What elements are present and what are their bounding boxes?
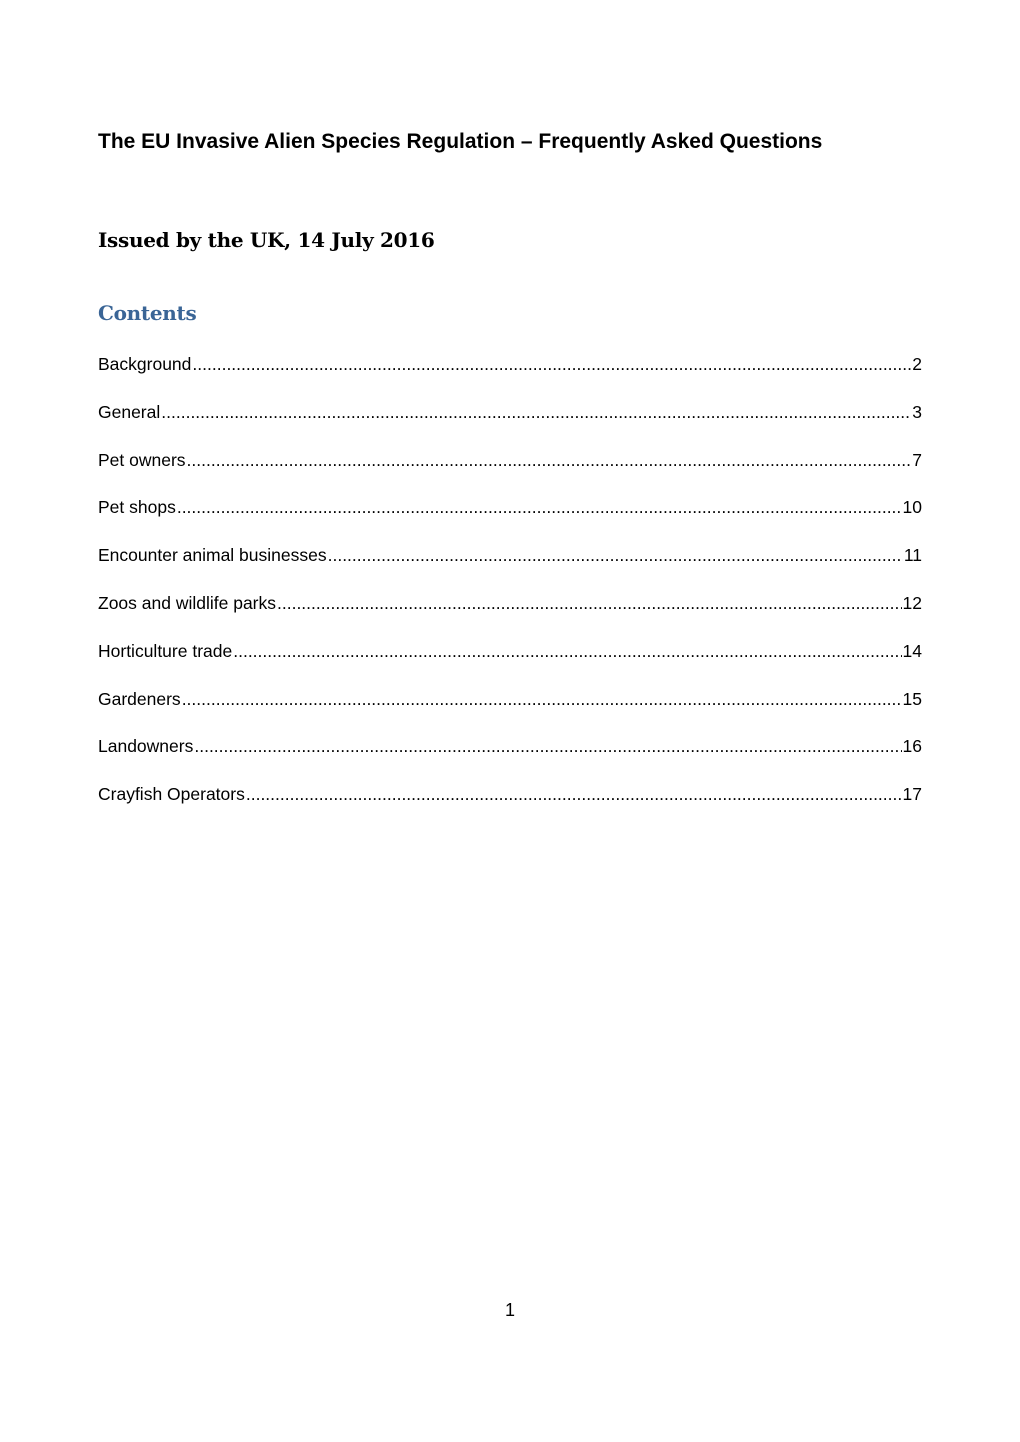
toc-entry-background[interactable] <box>98 351 922 399</box>
toc-entry-label: Encounter animal businesses <box>98 545 327 566</box>
document-title: The EU Invasive Alien Species Regulation – Frequently Asked Questions <box>98 130 823 153</box>
toc-entry-landowners[interactable] <box>98 733 922 781</box>
toc-dot-leader <box>194 733 901 759</box>
toc-dot-leader <box>187 447 912 473</box>
toc-entry-zoos-and-wildlife-parks[interactable] <box>98 590 922 638</box>
toc-entry-label: Pet owners <box>98 449 186 470</box>
toc-entry-page: 12 <box>902 592 922 613</box>
toc-entry-label: Landowners <box>98 736 194 757</box>
toc-entry-crayfish-operators[interactable] <box>98 781 922 829</box>
issued-date-heading: Issued by the UK, 14 July 2016 <box>98 228 435 252</box>
toc-dot-leader <box>328 542 903 568</box>
toc-entry-page: 15 <box>902 688 922 709</box>
toc-entry-general[interactable] <box>98 399 922 447</box>
toc-entry-label: Gardeners <box>98 688 181 709</box>
toc-entry-label: Crayfish Operators <box>98 784 245 805</box>
toc-entry-page: 3 <box>912 401 922 422</box>
toc-entry-label: Pet shops <box>98 497 176 518</box>
toc-entry-page: 16 <box>902 736 922 757</box>
toc-entry-pet-owners[interactable] <box>98 447 922 495</box>
toc-entry-page: 11 <box>903 545 922 566</box>
toc-entry-label: Horticulture trade <box>98 640 233 661</box>
toc-entry-label: General <box>98 401 161 422</box>
toc-entry-label: Zoos and wildlife parks <box>98 592 276 613</box>
toc-entry-gardeners[interactable] <box>98 686 922 734</box>
toc-entry-horticulture-trade[interactable] <box>98 638 922 686</box>
toc-dot-leader <box>233 638 901 664</box>
toc-entry-page: 2 <box>912 354 922 374</box>
toc-dot-leader <box>177 494 902 520</box>
toc-entry-page: 10 <box>902 497 922 518</box>
toc-dot-leader <box>182 686 902 712</box>
toc-entry-encounter-animal-businesses[interactable] <box>98 542 922 590</box>
toc-entry-page: 17 <box>902 784 922 805</box>
toc-entry-page: 7 <box>912 449 922 470</box>
toc-dot-leader <box>161 399 911 425</box>
toc-dot-leader <box>192 351 911 377</box>
page-number: 1 <box>504 1300 515 1320</box>
toc-entry-pet-shops[interactable] <box>98 494 922 542</box>
toc-entry-label: Background <box>98 354 192 374</box>
toc-dot-leader <box>277 590 902 616</box>
toc-entry-page: 14 <box>902 640 922 661</box>
toc-dot-leader <box>246 781 902 807</box>
contents-heading: Contents <box>98 301 197 325</box>
table-of-contents <box>98 351 922 829</box>
